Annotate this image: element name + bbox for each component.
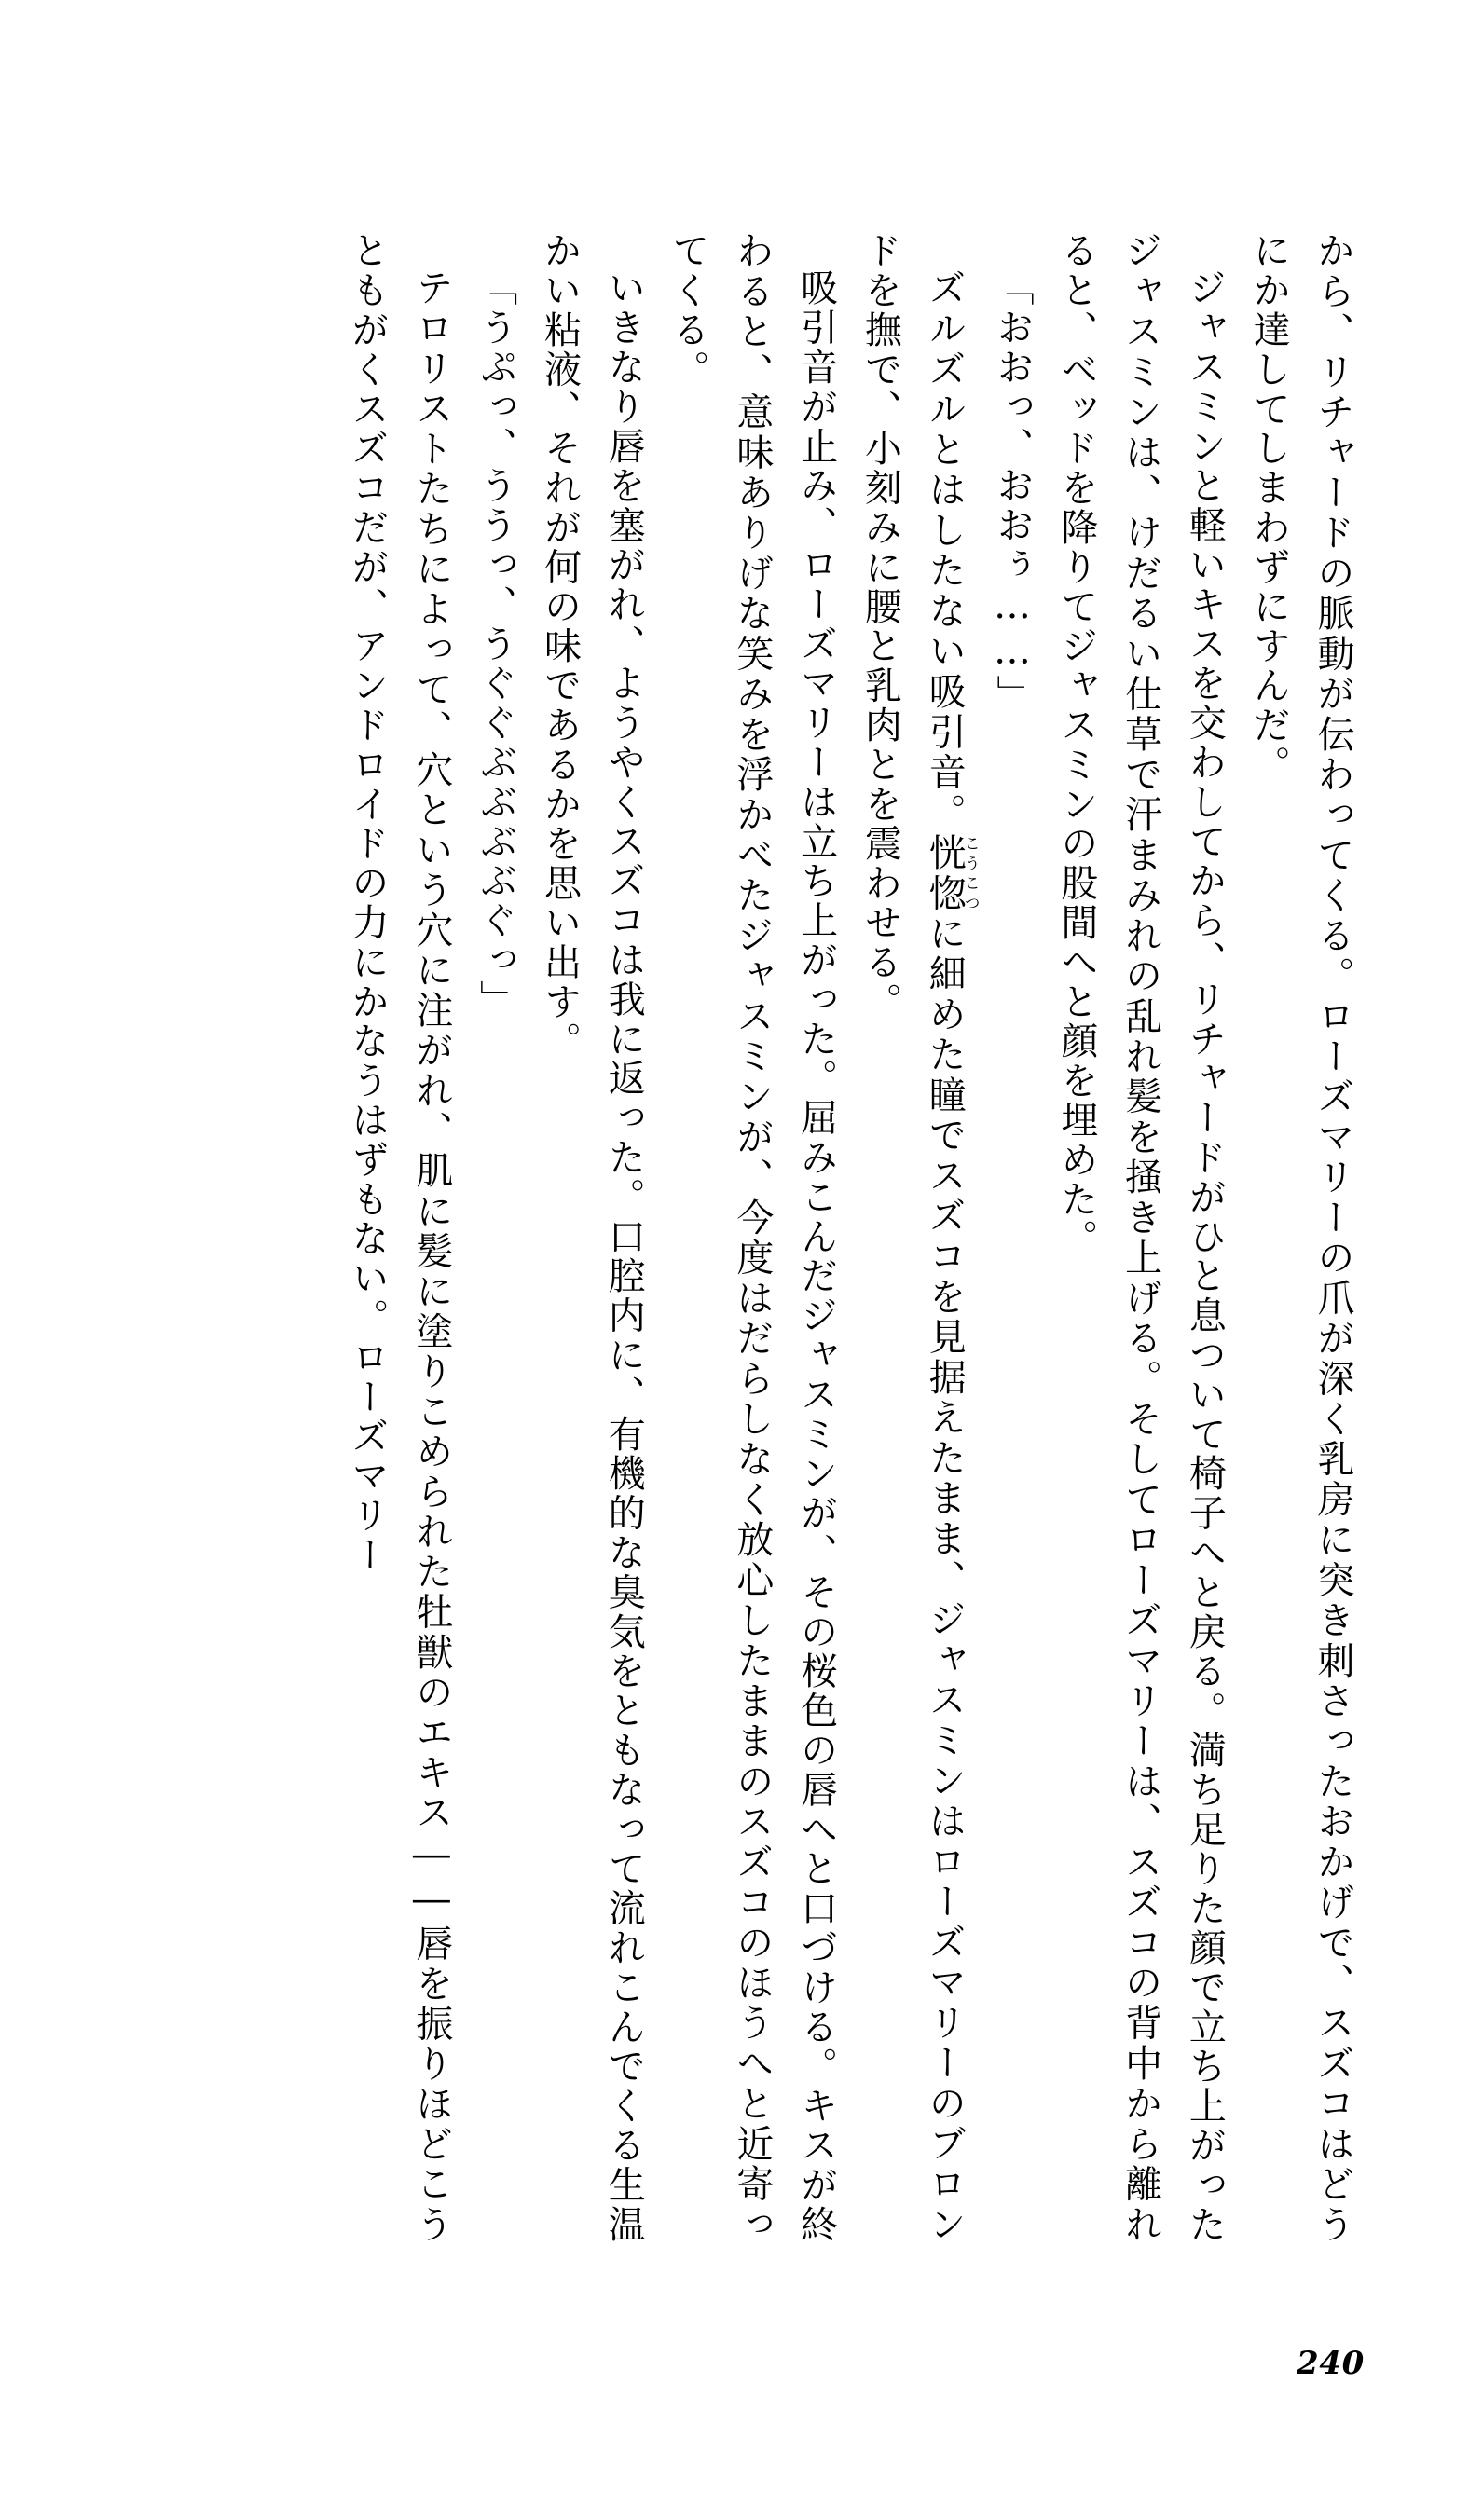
paragraph-dialogue: 「おおっ、おおぅ……」: [991, 268, 1035, 715]
paragraph: いきなり唇を塞がれ、ようやくスズコは我に返った。口腔内に、有機的な臭気をともなって流れこんでくる生温かい粘液、それが何の味であるかを思い出す。: [538, 231, 646, 2244]
paragraph: テロリストたちによって、穴という穴に注がれ、肌に髪に塗りこめられた牡獣のエキス――唇を振りほどこうともがくスズコだが、アンドロイドの力にかなうはずもない。ローズマリー: [346, 231, 453, 2244]
paragraph: 吸引音が止み、ローズマリーは立ち上がった。屈みこんだジャスミンが、その桜色の唇へと口づける。キスが終わると、意味ありげな笑みを浮かべたジャスミンが、今度はだらしなく放心したままのスズコのほうへと近寄ってくる。: [666, 231, 838, 2244]
page-number: 240: [1296, 2345, 1365, 2382]
paragraph: から、リチャードの脈動が伝わってくる。ローズマリーの爪が深く乳房に突き刺さったおかげで、スズコはどうにか達してしまわずにすんだ。: [1247, 231, 1354, 2244]
ruby-reading: こうこつ: [962, 832, 982, 913]
paragraph-text-pre: ズルズルとはしたない吸引音。: [923, 268, 967, 833]
ruby-base: 恍惚: [923, 832, 967, 914]
paragraph-text-post: に細めた瞳でスズコを見据えたまま、ジャスミンはローズマリーのブロンドを撫で、小刻みに腰と乳肉とを震わせる。: [858, 231, 967, 2244]
ruby-annotation: [923, 832, 982, 914]
paragraph-dialogue: 「うぷっ、ううっ、うぐぐぶぶぶぶぐっ」: [474, 268, 517, 1020]
body-text-vertical: [104, 231, 1365, 2244]
paragraph: ジャスミンと軽いキスを交わしてから、リチャードがひと息ついて椅子へと戻る。満ち足りた顔で立ち上がったジャスミンは、けだるい仕草で汗まみれの乱れ髪を掻き上げる。そしてローズマリーは、スズコの背中から離れると、ベッドを降りてジャスミンの股間へと顔を埋めた。: [1054, 231, 1227, 2244]
paragraph-with-ruby: [848, 231, 981, 2244]
